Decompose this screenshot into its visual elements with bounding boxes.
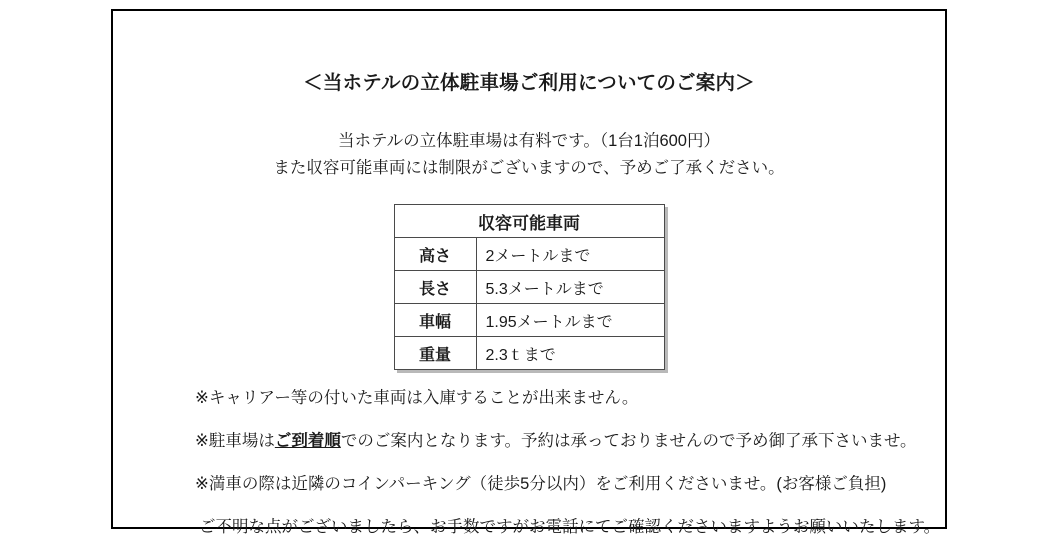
table-row: [394, 238, 664, 271]
note-contact: [195, 515, 941, 540]
intro-line-2: また収容可能車両には制限がございますので、予めご了承ください。: [273, 159, 785, 178]
page-title: ＜当ホテルの立体駐車場ご利用についてのご案内＞: [303, 72, 755, 94]
note-text-prefix: ※駐車場は: [195, 432, 275, 451]
note-carrier-vehicles: [195, 386, 895, 411]
note-text: ※満車の際は近隣のコインパーキング（徒歩5分以内）をご利用くださいませ。(お客様ご負担): [195, 474, 887, 493]
table-header-cell: 収容可能車両: [394, 205, 664, 238]
row-value-weight: 2.3ｔまで: [476, 337, 664, 370]
capacity-table: [394, 204, 665, 370]
note-text-suffix: でのご案内となります。予約は承っておりませんので予め御了承下さいませ。: [340, 432, 917, 451]
table-row: [394, 304, 664, 337]
document-body: [113, 11, 945, 536]
intro-paragraph: [153, 128, 905, 182]
note-emphasis: ご到着順: [274, 432, 341, 451]
row-value-width: 1.95メートルまで: [476, 304, 664, 337]
note-text: ご不明な点がございましたら、お手数ですがお電話にてご確認くださいますようお願いいたします。: [199, 517, 941, 536]
document-frame: [111, 9, 947, 536]
row-value-height: 2メートルまで: [476, 238, 664, 271]
table-header-row: [394, 205, 664, 238]
row-label-height: 高さ: [394, 238, 476, 271]
intro-line-1: 当ホテルの立体駐車場は有料です。（1台1泊600円）: [338, 132, 720, 150]
note-full-parking: [195, 472, 895, 497]
table-row: [394, 337, 664, 370]
row-label-weight: 重量: [394, 337, 476, 370]
row-label-length: 長さ: [394, 271, 476, 304]
row-label-width: 車幅: [394, 304, 476, 337]
note-first-come-first-served: [195, 429, 917, 454]
table-row: [394, 271, 664, 304]
row-value-length: 5.3メートルまで: [476, 271, 664, 304]
notes-section: [153, 386, 941, 539]
spec-table-container: [153, 204, 905, 370]
note-text: ※キャリアー等の付いた車両は入庫することが出来ません。: [195, 389, 639, 408]
